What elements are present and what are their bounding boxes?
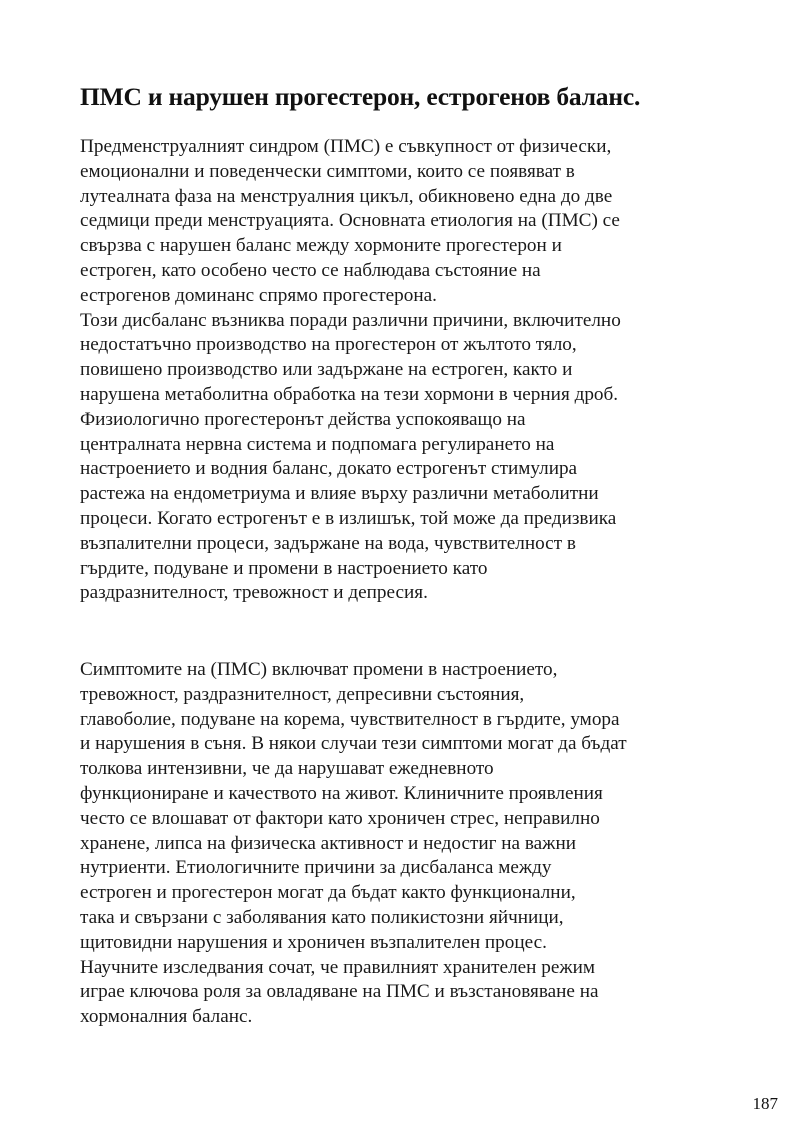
- text-line: тревожност, раздразнителност, депресивни състояния,: [80, 683, 525, 705]
- text-line: лутеалната фаза на менструалния цикъл, обикновено една до две: [80, 185, 613, 207]
- text-line: гърдите, подуване и промени в настроението като: [80, 557, 488, 579]
- text-line: възпалителни процеси, задържане на вода, чувствителност в: [80, 532, 576, 554]
- page-title: ПМС и нарушен прогестерон, естрогенов баланс.: [80, 82, 641, 111]
- text-line: нарушена метаболитна обработка на тези хормони в черния дроб.: [80, 383, 619, 405]
- text-line: играе ключова роля за овладяване на ПМС и възстановяване на: [80, 981, 599, 1003]
- text-line: седмици преди менструацията. Основната етиология на (ПМС) се: [80, 210, 620, 232]
- text-line: естроген и прогестерон могат да бъдат както функционални,: [80, 882, 576, 904]
- text-line: Предменструалният синдром (ПМС) е съвкупност от физически,: [80, 136, 612, 157]
- paragraph-etiology: [80, 135, 740, 606]
- page-number: 187: [752, 1094, 778, 1113]
- text-line: щитовидни нарушения и хроничен възпалителен процес.: [80, 931, 547, 953]
- text-line: раздразнителност, тревожност и депресия.: [80, 582, 428, 604]
- text-line: настроението и водния баланс, докато естрогенът стимулира: [80, 458, 578, 480]
- text-line: Симптомите на (ПМС) включват промени в настроението,: [80, 659, 558, 680]
- text-line: централната нервна система и подпомага регулирането на: [80, 433, 555, 455]
- text-line: растежа на ендометриума и влияе върху различни метаболитни: [80, 483, 599, 505]
- text-line: така и свързани с заболявания като поликистозни яйчници,: [80, 906, 564, 928]
- text-line: естроген, като особено често се наблюдава състояние на: [80, 259, 541, 281]
- text-line: толкова интензивни, че да нарушават ежедневното: [80, 758, 494, 780]
- text-line: повишено производство или задържане на естроген, както и: [80, 359, 573, 381]
- text-line: Научните изследвания сочат, че правилният хранителен режим: [80, 956, 596, 978]
- text-line: емоционални и поведенчески симптоми, които се появяват в: [80, 160, 575, 182]
- text-line: хормоналния баланс.: [80, 1006, 253, 1028]
- text-line: хранене, липса на физическа активност и недостиг на важни: [80, 832, 576, 854]
- text-line: процеси. Когато естрогенът е в излишък, той може да предизвика: [80, 507, 617, 529]
- text-line: недостатъчно производство на прогестерон от жълтото тяло,: [80, 334, 577, 356]
- text-line: често се влошават от фактори като хроничен стрес, неправилно: [80, 807, 600, 829]
- text-line: Физиологично прогестеронът действа успокояващо на: [80, 408, 526, 430]
- text-line: Този дисбаланс възниква поради различни причини, включително: [80, 309, 621, 331]
- paragraph-symptoms: [80, 658, 740, 1030]
- text-line: главоболие, подуване на корема, чувствителност в гърдите, умора: [80, 708, 620, 730]
- text-line: функциониране и качеството на живот. Клиничните проявления: [80, 782, 603, 804]
- text-line: и нарушения в съня. В някои случаи тези симптоми могат да бъдат: [80, 733, 627, 755]
- text-line: свързва с нарушен баланс между хормоните прогестерон и: [80, 235, 562, 257]
- text-line: нутриенти. Етиологичните причини за дисбаланса между: [80, 857, 552, 879]
- text-line: естрогенов доминанс спрямо прогестерона.: [80, 284, 437, 306]
